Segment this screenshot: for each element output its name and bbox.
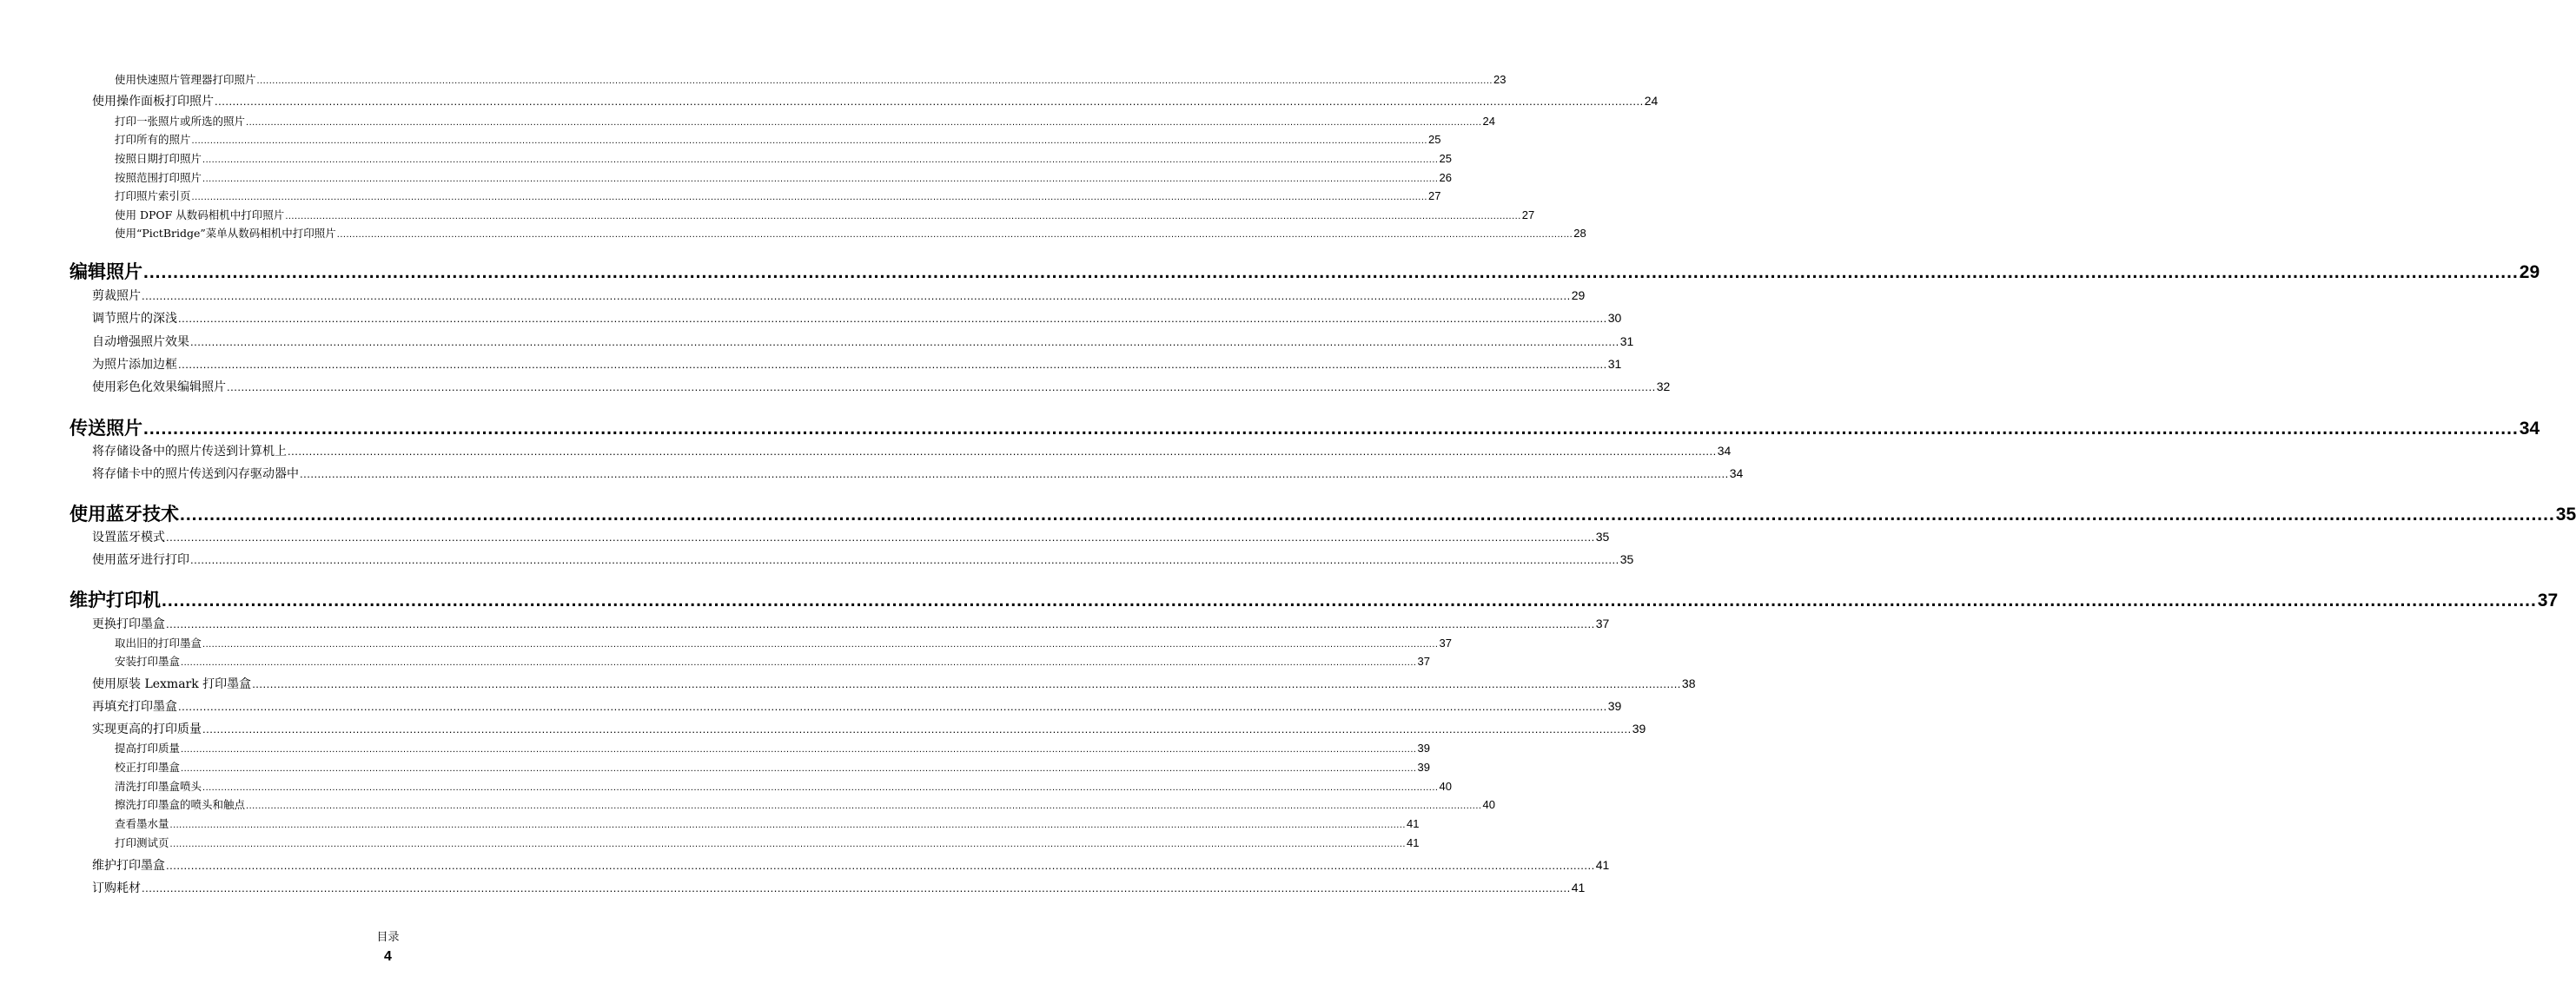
toc-entry[interactable] — [115, 169, 1452, 185]
toc-entry-page: 23 — [1493, 73, 1507, 86]
toc-entry[interactable] — [92, 528, 1610, 545]
toc-entry-title: 使用蓝牙技术 — [70, 503, 179, 525]
toc-entry-page: 41 — [1406, 836, 1420, 849]
toc-dot-leader: ................................................................................................................................................................................................................................................................................................................................................................................................................ — [181, 744, 1417, 755]
toc-entry[interactable] — [92, 551, 1634, 568]
toc-entry-page: 37 — [1417, 655, 1430, 668]
toc-entry-title: 使用快速照片管理器打印照片 — [115, 73, 256, 86]
toc-entry-page: 39 — [1632, 722, 1646, 736]
toc-entry[interactable] — [92, 333, 1634, 350]
toc-dot-leader: ................................................................................................................................................................................................................................................................................................................................................................................................................ — [166, 859, 1595, 872]
toc-dot-leader: ................................................................................................................................................................................................................................................................................................................................................................................................................ — [246, 117, 1482, 128]
toc-entry-page: 37 — [2537, 591, 2559, 610]
toc-entry[interactable] — [92, 856, 1610, 874]
toc-entry-title: 编辑照片 — [70, 261, 142, 282]
toc-dot-leader: ................................................................................................................................................................................................................................................................................................................................................................................................................ — [202, 782, 1439, 793]
toc-entry-title: 校正打印墨盒 — [115, 761, 181, 774]
toc-dot-leader: ................................................................................................................................................................................................................................................................................................................................................................................................................ — [246, 801, 1482, 811]
toc-entry-title: 打印一张照片或所选的照片 — [115, 115, 246, 128]
toc-entry[interactable] — [115, 150, 1452, 166]
toc-entry-page: 31 — [1619, 334, 1634, 348]
toc-dot-leader: ................................................................................................................................................................................................................................................................................................................................................................................................................ — [166, 531, 1595, 544]
toc-entry-title: 将存储卡中的照片传送到闪存驱动器中 — [92, 467, 299, 481]
toc-dot-leader: ................................................................................................................................................................................................................................................................................................................................................................................................................ — [181, 657, 1417, 668]
toc-chapter[interactable] — [70, 500, 2576, 526]
toc-dot-leader: ................................................................................................................................................................................................................................................................................................................................................................................................................ — [202, 639, 1439, 650]
toc-dot-leader: ................................................................................................................................................................................................................................................................................................................................................................................................................ — [191, 192, 1427, 202]
toc-entry-title: 安装打印墨盒 — [115, 655, 181, 668]
toc-entry-title: 传送照片 — [70, 417, 142, 439]
toc-dot-leader: ................................................................................................................................................................................................................................................................................................................................................................................................................ — [202, 174, 1439, 184]
toc-dot-leader: ................................................................................................................................................................................................................................................................................................................................................................................................................ — [336, 229, 1573, 240]
toc-entry-title: 使用原装 Lexmark 打印墨盒 — [92, 677, 252, 691]
toc-entry[interactable] — [115, 207, 1535, 222]
toc-entry-title: 设置蓝牙模式 — [92, 531, 165, 544]
toc-entry-page: 41 — [1595, 858, 1610, 872]
toc-entry-title: 更换打印墨盒 — [92, 617, 165, 631]
toc-entry-page: 27 — [1521, 208, 1535, 221]
toc-dot-leader: ................................................................................................................................................................................................................................................................................................................................................................................................................ — [178, 358, 1607, 371]
toc-dot-leader: ................................................................................................................................................................................................................................................................................................................................................................................................................ — [190, 335, 1619, 348]
toc-entry-page: 34 — [1729, 466, 1744, 480]
toc-entry-title: 调节照片的深浅 — [92, 312, 177, 326]
toc-entry-title: 维护打印机 — [70, 589, 161, 610]
toc-entry-page: 37 — [1439, 637, 1452, 650]
toc-entry[interactable] — [92, 879, 1586, 896]
toc-entry-page: 25 — [1427, 133, 1441, 146]
toc-dot-leader: ................................................................................................................................................................................................................................................................................................................................................................................................................ — [169, 820, 1406, 830]
toc-entry-page: 25 — [1439, 152, 1452, 165]
toc-dot-leader: ................................................................................................................................................................................................................................................................................................................................................................................................................ — [227, 380, 1656, 393]
toc-entry[interactable] — [92, 355, 1622, 373]
toc-entry-page: 34 — [1717, 444, 1732, 458]
toc-entry[interactable] — [115, 835, 1420, 850]
toc-dot-leader: ................................................................................................................................................................................................................................................................................................................................................................................................................ — [178, 312, 1607, 325]
toc-dot-leader: ................................................................................................................................................................................................................................................................................................................................................................................................................ — [162, 591, 2537, 610]
toc-entry-title: 订购耗材 — [92, 881, 141, 895]
toc-entry-title: 擦洗打印墨盒的喷头和触点 — [115, 798, 246, 811]
toc-entry-page: 39 — [1417, 761, 1430, 774]
toc-entry[interactable] — [92, 378, 1671, 395]
toc-entry-title: 打印测试页 — [115, 836, 169, 849]
toc-entry[interactable] — [115, 653, 1430, 669]
footer-section-label: 目录 — [376, 931, 400, 944]
toc-entry-page: 38 — [1681, 676, 1696, 690]
toc-entry-title: 按照日期打印照片 — [115, 152, 202, 165]
toc-entry-page: 32 — [1656, 379, 1671, 393]
toc-entry-title: 将存储设备中的照片传送到计算机上 — [92, 445, 287, 459]
toc-entry-page: 29 — [1571, 288, 1586, 302]
toc-entry-page: 34 — [2519, 419, 2540, 439]
toc-entry-page: 39 — [1417, 742, 1430, 755]
toc-entry-page: 24 — [1644, 94, 1659, 108]
toc-entry-page: 26 — [1439, 171, 1452, 184]
toc-dot-leader: ................................................................................................................................................................................................................................................................................................................................................................................................................ — [300, 467, 1729, 480]
toc-entry-page: 41 — [1571, 881, 1586, 894]
toc-entry-page: 35 — [2555, 505, 2576, 525]
toc-dot-leader: ................................................................................................................................................................................................................................................................................................................................................................................................................ — [181, 763, 1417, 774]
toc-entry-page: 40 — [1439, 780, 1452, 793]
toc-entry[interactable] — [115, 71, 1507, 87]
toc-entry[interactable] — [115, 740, 1430, 756]
toc-dot-leader: ................................................................................................................................................................................................................................................................................................................................................................................................................ — [215, 95, 1644, 108]
toc-dot-leader: ................................................................................................................................................................................................................................................................................................................................................................................................................ — [178, 700, 1607, 713]
toc-entry[interactable] — [115, 188, 1441, 203]
toc-entry[interactable] — [92, 720, 1646, 737]
toc-entry-page: 37 — [1595, 617, 1610, 630]
toc-entry-page: 30 — [1607, 311, 1622, 325]
toc-entry-title: 使用蓝牙进行打印 — [92, 553, 189, 567]
toc-dot-leader: ................................................................................................................................................................................................................................................................................................................................................................................................................ — [256, 76, 1493, 86]
toc-entry-title: 清洗打印墨盒喷头 — [115, 780, 202, 793]
toc-entry-page: 24 — [1482, 115, 1495, 128]
toc-dot-leader: ................................................................................................................................................................................................................................................................................................................................................................................................................ — [252, 677, 1681, 690]
toc-chapter[interactable] — [70, 586, 2559, 612]
toc-entry-title: 打印照片索引页 — [115, 189, 191, 202]
toc-dot-leader: ................................................................................................................................................................................................................................................................................................................................................................................................................ — [202, 723, 1632, 736]
toc-entry[interactable] — [115, 778, 1452, 794]
toc-dot-leader: ................................................................................................................................................................................................................................................................................................................................................................................................................ — [288, 445, 1717, 458]
toc-entry-title: 实现更高的打印质量 — [92, 723, 202, 736]
toc-entry[interactable] — [92, 697, 1622, 715]
toc-dot-leader: ................................................................................................................................................................................................................................................................................................................................................................................................................ — [285, 211, 1521, 221]
toc-entry[interactable] — [115, 759, 1430, 775]
toc-entry-title: 使用 DPOF 从数码相机中打印照片 — [115, 208, 285, 221]
toc-dot-leader: ................................................................................................................................................................................................................................................................................................................................................................................................................ — [190, 553, 1619, 566]
toc-entry[interactable] — [92, 615, 1610, 632]
toc-entry-page: 31 — [1607, 357, 1622, 371]
toc-chapter[interactable] — [70, 258, 2540, 284]
toc-entry-title: 使用彩色化效果编辑照片 — [92, 380, 226, 394]
toc-dot-leader: ................................................................................................................................................................................................................................................................................................................................................................................................................ — [142, 289, 1571, 302]
toc-entry[interactable] — [92, 465, 1744, 482]
toc-entry[interactable] — [115, 635, 1452, 650]
toc-entry-title: 维护打印墨盒 — [92, 859, 165, 873]
toc-entry-page: 39 — [1607, 699, 1622, 713]
toc-entry-page: 29 — [2519, 262, 2540, 282]
toc-entry-title: 取出旧的打印墨盒 — [115, 637, 202, 650]
toc-entry-title: 查看墨水量 — [115, 817, 169, 830]
toc-entry[interactable] — [92, 675, 1696, 692]
toc-entry-title: 打印所有的照片 — [115, 133, 191, 146]
toc-entry[interactable] — [92, 287, 1586, 304]
toc-entry-page: 35 — [1619, 552, 1634, 566]
toc-dot-leader: ................................................................................................................................................................................................................................................................................................................................................................................................................ — [169, 839, 1406, 849]
toc-entry[interactable] — [115, 113, 1495, 129]
toc-dot-leader: ................................................................................................................................................................................................................................................................................................................................................................................................................ — [166, 617, 1595, 630]
toc-chapter[interactable] — [70, 414, 2540, 440]
toc-entry-title: 按照范围打印照片 — [115, 171, 202, 184]
toc-entry-title: 剪裁照片 — [92, 289, 141, 303]
toc-entry-title: 使用操作面板打印照片 — [92, 95, 214, 109]
toc-entry-title: 提高打印质量 — [115, 742, 181, 755]
toc-dot-leader: ................................................................................................................................................................................................................................................................................................................................................................................................................ — [191, 135, 1427, 146]
toc-entry-title: 再填充打印墨盒 — [92, 700, 177, 714]
toc-entry[interactable] — [92, 309, 1622, 327]
toc-dot-leader: ................................................................................................................................................................................................................................................................................................................................................................................................................ — [142, 881, 1571, 894]
toc-entry-page: 28 — [1573, 227, 1586, 240]
footer-page-number: 4 — [384, 949, 392, 964]
toc-entry-title: 使用“PictBridge”菜单从数码相机中打印照片 — [115, 227, 336, 240]
toc-dot-leader: ................................................................................................................................................................................................................................................................................................................................................................................................................ — [143, 262, 2519, 282]
toc-dot-leader: ................................................................................................................................................................................................................................................................................................................................................................................................................ — [180, 505, 2555, 525]
toc-entry-page: 40 — [1482, 798, 1495, 811]
toc-entry-title: 为照片添加边框 — [92, 358, 177, 372]
toc-entry[interactable] — [115, 815, 1420, 831]
toc-entry-page: 35 — [1595, 530, 1610, 544]
toc-entry[interactable] — [92, 92, 1659, 109]
toc-dot-leader: ................................................................................................................................................................................................................................................................................................................................................................................................................ — [143, 419, 2519, 439]
toc-entry[interactable] — [115, 796, 1495, 812]
toc-entry-title: 自动增强照片效果 — [92, 335, 189, 349]
toc-dot-leader: ................................................................................................................................................................................................................................................................................................................................................................................................................ — [202, 155, 1439, 165]
toc-entry-page: 41 — [1406, 817, 1420, 830]
toc-entry-page: 27 — [1427, 189, 1441, 202]
toc-entry[interactable] — [115, 225, 1586, 241]
toc-entry[interactable] — [92, 442, 1732, 459]
toc-entry[interactable] — [115, 131, 1441, 147]
